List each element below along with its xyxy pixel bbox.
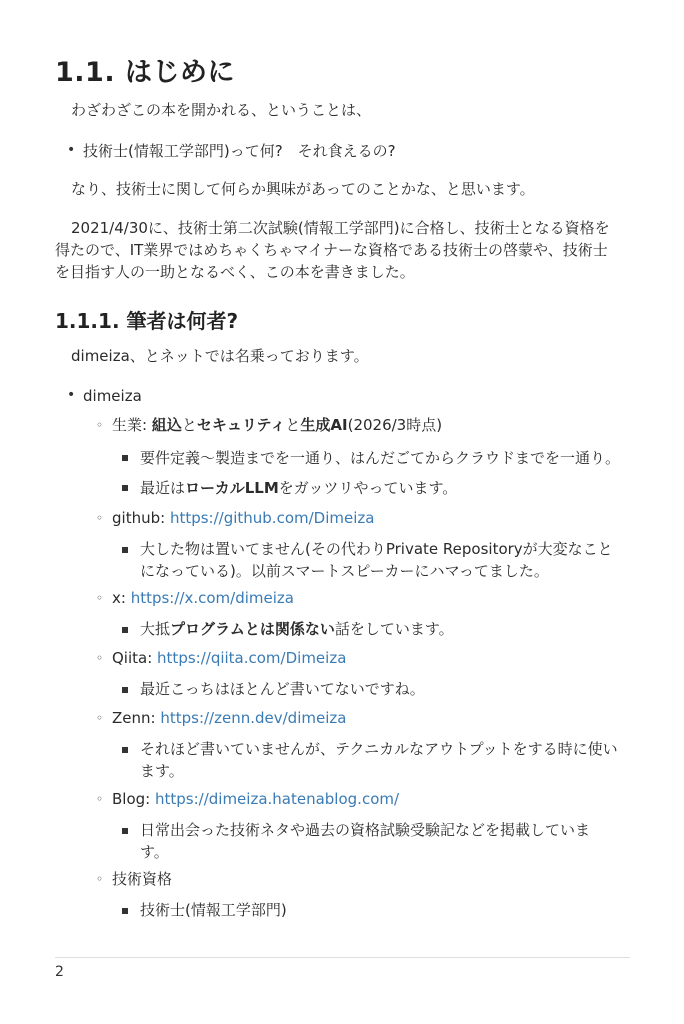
page-number: 2: [55, 964, 64, 980]
x-item: [112, 587, 294, 609]
zenn-item: [112, 707, 346, 729]
detail-line: ます。: [140, 762, 184, 780]
qiita-detail-item: 最近こっちはほとんど書いてないですね。: [140, 680, 425, 698]
job-item: [112, 414, 442, 436]
detail-line: になっている)。以前スマートスピーカーにハマってました。: [140, 562, 549, 580]
x-detail-post: 話をしています。: [334, 620, 454, 638]
qiita-label: Qiita:: [112, 649, 158, 667]
author-lead: dimeiza、とネットでは名乗っております。: [71, 347, 369, 365]
job-detail-item: 要件定義〜製造までを一通り、はんだごてからクラウドまでを一通り。: [140, 449, 621, 467]
blog-label: Blog:: [112, 790, 155, 808]
github-detail-item: [140, 538, 635, 582]
job-text-3: (2026/3時点): [347, 416, 443, 434]
x-link[interactable]: https://x.com/dimeiza: [130, 589, 294, 607]
x-detail-pre: 大抵: [140, 620, 171, 638]
section-heading: 1.1.1. 筆者は何者?: [55, 309, 239, 333]
github-link[interactable]: https://github.com/Dimeiza: [169, 509, 375, 527]
circle-bullet-icon: ◦: [96, 511, 104, 525]
paragraph-line: 得たので、IT業界ではめちゃくちゃマイナーな資格である技術士の啓蒙や、技術士: [55, 241, 608, 259]
footer-divider: [55, 957, 630, 958]
job-detail-pre: 最近は: [140, 479, 186, 497]
job-bold-2: セキュリティ: [196, 416, 286, 434]
blog-link[interactable]: https://dimeiza.hatenablog.com/: [154, 790, 400, 808]
detail-line: 大した物は置いてません(その代わりPrivate Repositoryが大変なこと: [140, 540, 613, 558]
qiita-item: [112, 647, 346, 669]
square-bullet-icon: [122, 828, 128, 834]
circle-bullet-icon: ◦: [96, 711, 104, 725]
circle-bullet-icon: ◦: [96, 872, 104, 886]
square-bullet-icon: [122, 485, 128, 491]
square-bullet-icon: [122, 627, 128, 633]
page-title: 1.1. はじめに: [55, 57, 235, 88]
intro-bullet-item: 技術士(情報工学部門)って何? それ食えるの?: [83, 142, 396, 160]
square-bullet-icon: [122, 687, 128, 693]
qiita-link[interactable]: https://qiita.com/Dimeiza: [157, 649, 347, 667]
job-bold-3: 生成AI: [300, 416, 348, 434]
paragraph-line: 2021/4/30に、技術士第二次試験(情報工学部門)に合格し、技術士となる資格を: [71, 219, 610, 237]
x-detail-bold: プログラムとは関係ない: [170, 620, 335, 638]
github-item: [112, 507, 374, 529]
x-detail-item: [140, 618, 454, 640]
intro-paragraph-3: [55, 217, 635, 283]
zenn-link[interactable]: https://zenn.dev/dimeiza: [160, 709, 347, 727]
bullet-dot-icon: •: [67, 387, 76, 403]
job-bold-1: 組込: [151, 416, 182, 434]
square-bullet-icon: [122, 747, 128, 753]
x-label: x:: [112, 589, 131, 607]
zenn-label: Zenn:: [112, 709, 161, 727]
detail-line: す。: [140, 843, 169, 861]
cert-detail-item: 技術士(情報工学部門): [140, 901, 287, 919]
job-detail-bold: ローカルLLM: [185, 479, 279, 497]
job-text-1: と: [181, 416, 197, 434]
cert-item: 技術資格: [112, 870, 173, 888]
square-bullet-icon: [122, 547, 128, 553]
paragraph-line: を目指す人の一助となるべく、この本を書きました。: [55, 263, 415, 281]
job-detail-post: をガッツリやっています。: [278, 479, 458, 497]
circle-bullet-icon: ◦: [96, 792, 104, 806]
blog-item: [112, 788, 399, 810]
detail-line: 日常出会った技術ネタや過去の資格試験受験記などを掲載していま: [140, 821, 591, 839]
circle-bullet-icon: ◦: [96, 591, 104, 605]
bullet-dot-icon: •: [67, 142, 76, 158]
job-text-2: と: [285, 416, 301, 434]
intro-paragraph: わざわざこの本を開かれる、ということは、: [71, 101, 372, 119]
circle-bullet-icon: ◦: [96, 651, 104, 665]
detail-line: それほど書いていませんが、テクニカルなアウトプットをする時に使い: [140, 740, 618, 758]
square-bullet-icon: [122, 908, 128, 914]
circle-bullet-icon: ◦: [96, 418, 104, 432]
square-bullet-icon: [122, 455, 128, 461]
zenn-detail-item: [140, 738, 635, 782]
blog-detail-item: [140, 819, 635, 863]
job-label: 生業:: [112, 416, 152, 434]
intro-paragraph-2: なり、技術士に関して何らか興味があってのことかな、と思います。: [71, 180, 535, 198]
github-label: github:: [112, 509, 170, 527]
author-name-item: dimeiza: [83, 387, 142, 405]
job-detail-item: [140, 477, 457, 499]
